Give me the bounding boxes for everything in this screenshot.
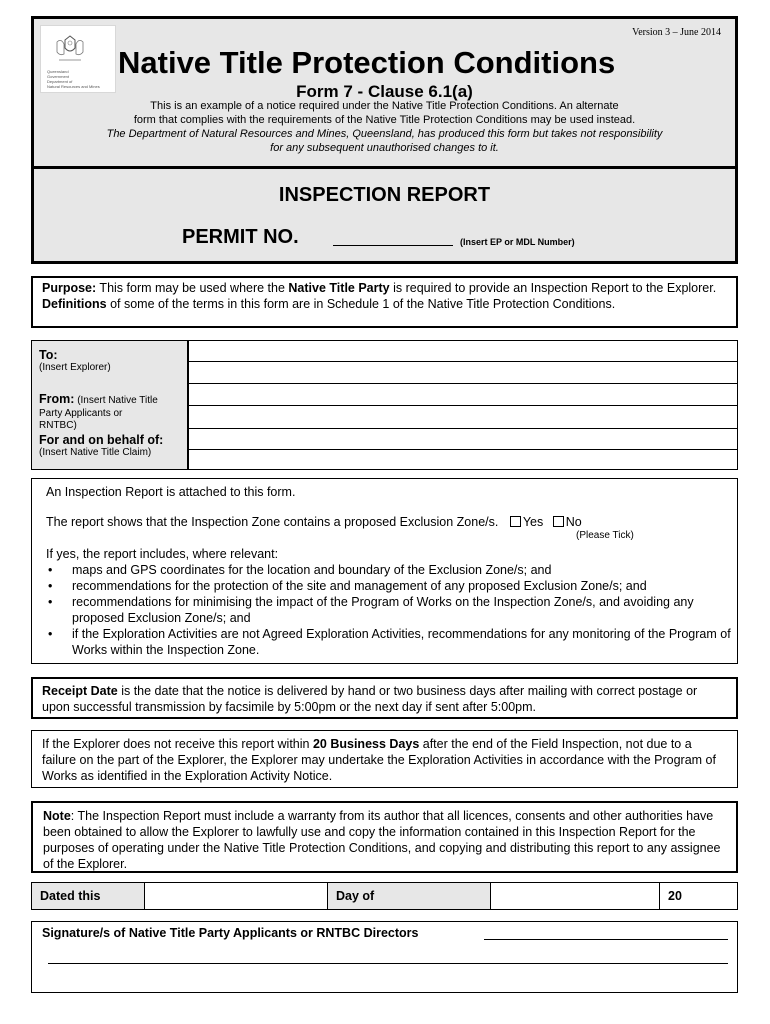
business-days-term: 20 Business Days [312,737,420,751]
dated-this-label: Dated this [32,883,144,909]
native-title-party-term: Native Title Party [288,281,390,295]
report-title: INSPECTION REPORT [278,184,491,206]
no-checkbox[interactable] [553,516,564,527]
form-intro [44,99,725,155]
receipt-date-label: Receipt Date [42,684,118,698]
day-of-label: Day of [328,883,490,909]
to-field-line[interactable] [188,361,738,362]
purpose-section [31,276,738,328]
note-section [31,801,738,873]
signature-section [31,921,738,993]
receipt-date-section [31,677,738,719]
from-hint: RNTBC) [39,420,77,431]
definitions-text: of some of the terms in this form are in Schedule 1 of the Native Title Protection Conditions. [106,296,616,311]
month-field[interactable] [491,883,659,909]
form-title: Native Title Protection Conditions [118,45,616,80]
list-item: • if the Exploration Activities are not Agreed Exploration Activities, recommendations for any monitoring of the Program of Works within the Inspection Zone. [48,627,731,657]
report-contents-list [46,562,736,658]
logo-text: Natural Resources and Mines [47,84,100,89]
signature-line[interactable] [484,939,728,940]
to-hint: (Insert Explorer) [39,362,111,373]
bullet-icon: • [48,627,53,641]
bullet-icon: • [48,595,53,609]
list-item: • maps and GPS coordinates for the location and boundary of the Exclusion Zone/s; and [48,563,552,577]
coat-of-arms-icon [51,34,89,66]
from-label: From: [39,392,75,406]
no-label: No [565,515,582,529]
please-tick-hint: (Please Tick) [576,530,634,541]
logo-text: Queensland [47,69,69,74]
from-field-line[interactable] [188,405,738,406]
purpose-text: is required to provide an Inspection Report to the Explorer. [389,281,717,295]
logo-text: Department of [47,79,73,84]
behalf-hint: (Insert Native Title Claim) [39,446,152,458]
day-field[interactable] [145,883,327,909]
exclusion-zone-statement: The report shows that the Inspection Zone contains a proposed Exclusion Zone/s. [46,515,499,529]
behalf-label: For and on behalf of: [39,432,164,447]
intro-line: form that complies with the requirements of the Native Title Protection Conditions may be used instead. [133,114,636,126]
note-label: Note [43,809,71,823]
purpose-text: This form may be used where the [96,281,289,295]
yes-checkbox[interactable] [510,516,521,527]
form-subtitle: Form 7 - Clause 6.1(a) [296,82,473,101]
permit-note: (Insert EP or MDL Number) [460,237,575,247]
business-days-text: If the Explorer does not receive this report within [42,737,313,751]
form-header [31,16,738,264]
year-field[interactable]: 20 [668,889,682,903]
intro-disclaimer: for any subsequent unauthorised changes to it. [270,142,499,154]
purpose-label: Purpose: [42,281,97,295]
permit-label: PERMIT NO. [182,226,299,248]
logo-text: Government [47,74,70,79]
version-label: Version 3 – June 2014 [632,27,721,38]
yes-option[interactable] [510,515,543,529]
permit-number-field[interactable] [333,245,453,246]
no-option[interactable] [553,515,582,529]
list-item: • recommendations for the protection of the site and management of any proposed Exclusion Zone/s; and [48,579,647,593]
bullet-icon: • [48,579,53,593]
receipt-date-text: is the date that the notice is delivered by hand or two business days after mailing with correct postage or upon successful transmission by facsimile by 5:00pm or the next day if sent after 5:00pm. [42,684,698,714]
behalf-field-line[interactable] [188,449,738,450]
to-label: To: [39,348,58,362]
parties-labels [31,340,188,470]
signature-line[interactable] [48,963,728,964]
definitions-label: Definitions [42,296,107,311]
if-yes-intro: If yes, the report includes, where relevant: [46,547,279,561]
from-field-line[interactable] [188,428,738,429]
intro-disclaimer: The Department of Natural Resources and Mines, Queensland, has produced this form but takes not responsibility [106,128,663,140]
list-item: • recommendations for minimising the impact of the Program of Works on the Inspection Zone/s, and avoiding any proposed Exclusion Zone/s; and [48,595,694,625]
header-divider [34,166,735,169]
yes-label: Yes [522,515,544,529]
bullet-icon: • [48,563,53,577]
intro-line: This is an example of a notice required under the Native Title Protection Conditions. An alternate [150,100,619,112]
attached-statement: An Inspection Report is attached to this form. [46,485,296,499]
signature-label: Signature/s of Native Title Party Applicants or RNTBC Directors [42,926,419,940]
from-hint: Party Applicants or [39,407,123,419]
dated-row [31,882,738,910]
business-days-section [31,730,738,788]
to-field-line[interactable] [188,383,738,384]
note-text: : The Inspection Report must include a warranty from its author that all licences, consents and other authorities have been obtained to allow the Explorer to lawfully use and copy the information contained in this Inspection Report for the purposes of operating under the Native Title Protection Conditions, and copying and distributing this report to any assignee of the Explorer. [43,809,721,871]
business-days-text: after the end of the Field Inspection, not due to a failure on the part of the Explorer, the Explorer may undertake the Exploration Activities in accordance with the Program of Works as identified in the Exploration Activity Notice. [42,737,716,783]
from-hint: (Insert Native Title [74,395,158,406]
attached-report-section [31,478,738,664]
